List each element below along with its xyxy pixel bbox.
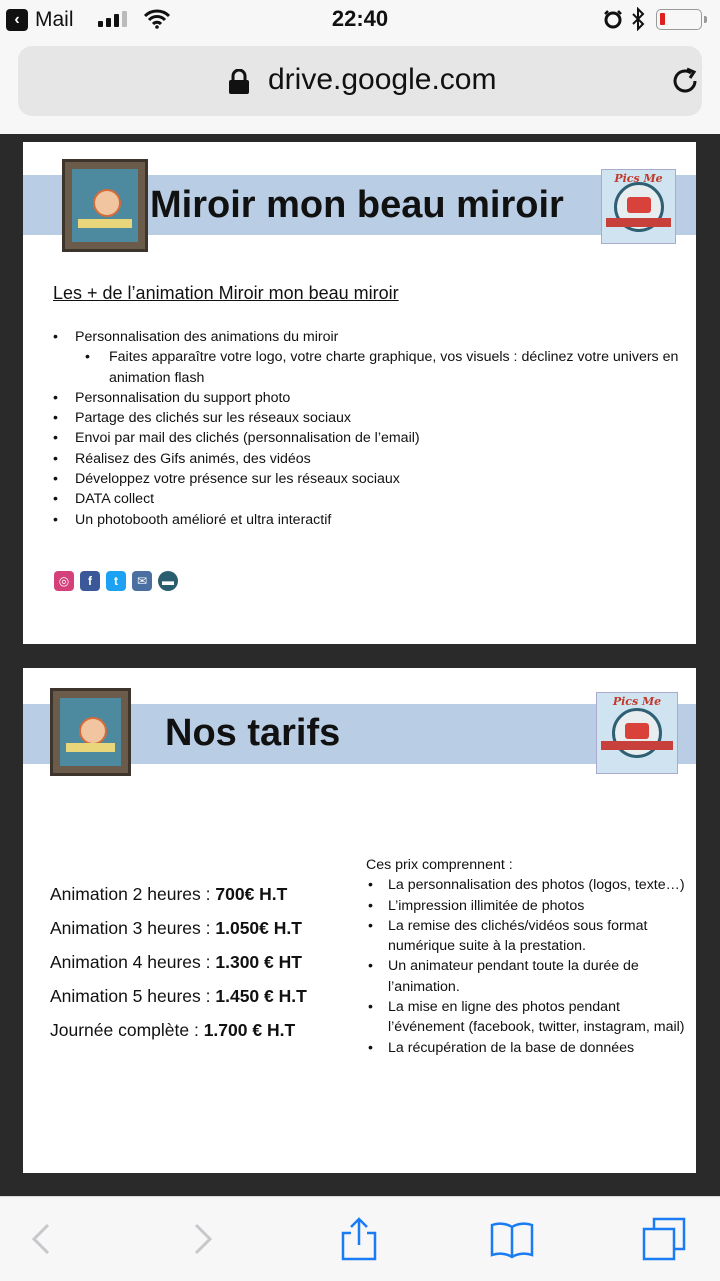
list-item: • La remise des clichés/vidéos sous format numérique suite à la prestation. (366, 916, 686, 957)
miroir-framed-image (62, 159, 148, 252)
list-item: • La mise en ligne des photos pendant l’événement (facebook, twitter, instagram, mail) (366, 997, 686, 1038)
twitter-icon: t (106, 571, 126, 591)
url-text: drive.google.com (268, 63, 497, 96)
list-item: • Faites apparaître votre logo, votre charte graphique, vos visuels : déclinez votre univers en animation flash (53, 347, 683, 388)
included-list (366, 855, 686, 1058)
price-row: Animation 5 heures : 1.450 € H.T (50, 986, 307, 1006)
slide-title: Nos tarifs (165, 712, 341, 754)
price-row: Journée complète : 1.700 € H.T (50, 1020, 296, 1040)
list-item: • L’impression illimitée de photos (366, 896, 686, 916)
alarm-icon (603, 9, 623, 29)
list-item: • Partage des clichés sur les réseaux sociaux (53, 408, 683, 428)
feature-list (53, 327, 683, 530)
list-item: • Envoi par mail des clichés (personnalisation de l’email) (53, 428, 683, 448)
list-item: • La personnalisation des photos (logos, texte…) (366, 875, 686, 895)
browser-toolbar (0, 1196, 720, 1281)
list-item: • Réalisez des Gifs animés, des vidéos (53, 449, 683, 469)
slide-subtitle: Les + de l’animation Miroir mon beau miroir (53, 283, 399, 303)
picsme-logo: Pics Me (596, 692, 678, 774)
slide-miroir (23, 142, 696, 644)
included-heading: Ces prix comprennent : (366, 857, 513, 873)
list-item: • Personnalisation des animations du miroir (53, 327, 683, 347)
list-item: • Un animateur pendant toute la durée de l’animation. (366, 956, 686, 997)
picsme-logo: Pics Me (601, 169, 676, 244)
price-row: Animation 4 heures : 1.300 € HT (50, 952, 302, 972)
lock-icon (228, 69, 250, 95)
slide-title: Miroir mon beau miroir (150, 184, 564, 226)
forward-icon[interactable] (180, 1217, 224, 1261)
bookmarks-icon[interactable] (490, 1217, 534, 1261)
tabs-icon[interactable] (642, 1217, 686, 1261)
list-item: • Personnalisation du support photo (53, 388, 683, 408)
back-icon[interactable] (20, 1217, 64, 1261)
share-icon[interactable] (337, 1217, 381, 1261)
price-list (50, 884, 370, 1054)
status-time: 22:40 (331, 6, 389, 31)
social-icons (54, 571, 178, 591)
list-item: • La récupération de la base de données (366, 1038, 686, 1058)
battery-icon (656, 9, 702, 30)
slide-tarifs (23, 668, 696, 1173)
list-item: • DATA collect (53, 489, 683, 509)
bluetooth-icon (630, 7, 646, 31)
miroir-framed-image (50, 688, 131, 776)
price-row: Animation 3 heures : 1.050€ H.T (50, 918, 302, 938)
mail-icon: ✉ (132, 571, 152, 591)
list-item: • Un photobooth amélioré et ultra interactif (53, 510, 683, 530)
back-app-label: Mail (35, 8, 74, 31)
reload-icon[interactable] (668, 64, 702, 98)
back-chevron-icon: ‹ (6, 9, 28, 31)
print-icon: ▬ (158, 571, 178, 591)
price-row: Animation 2 heures : 700€ H.T (50, 884, 288, 904)
address-bar[interactable] (18, 46, 702, 116)
instagram-icon: ◎ (54, 571, 74, 591)
document-viewer[interactable] (0, 134, 720, 1196)
list-item: • Développez votre présence sur les réseaux sociaux (53, 469, 683, 489)
status-bar (0, 0, 720, 40)
facebook-icon: f (80, 571, 100, 591)
